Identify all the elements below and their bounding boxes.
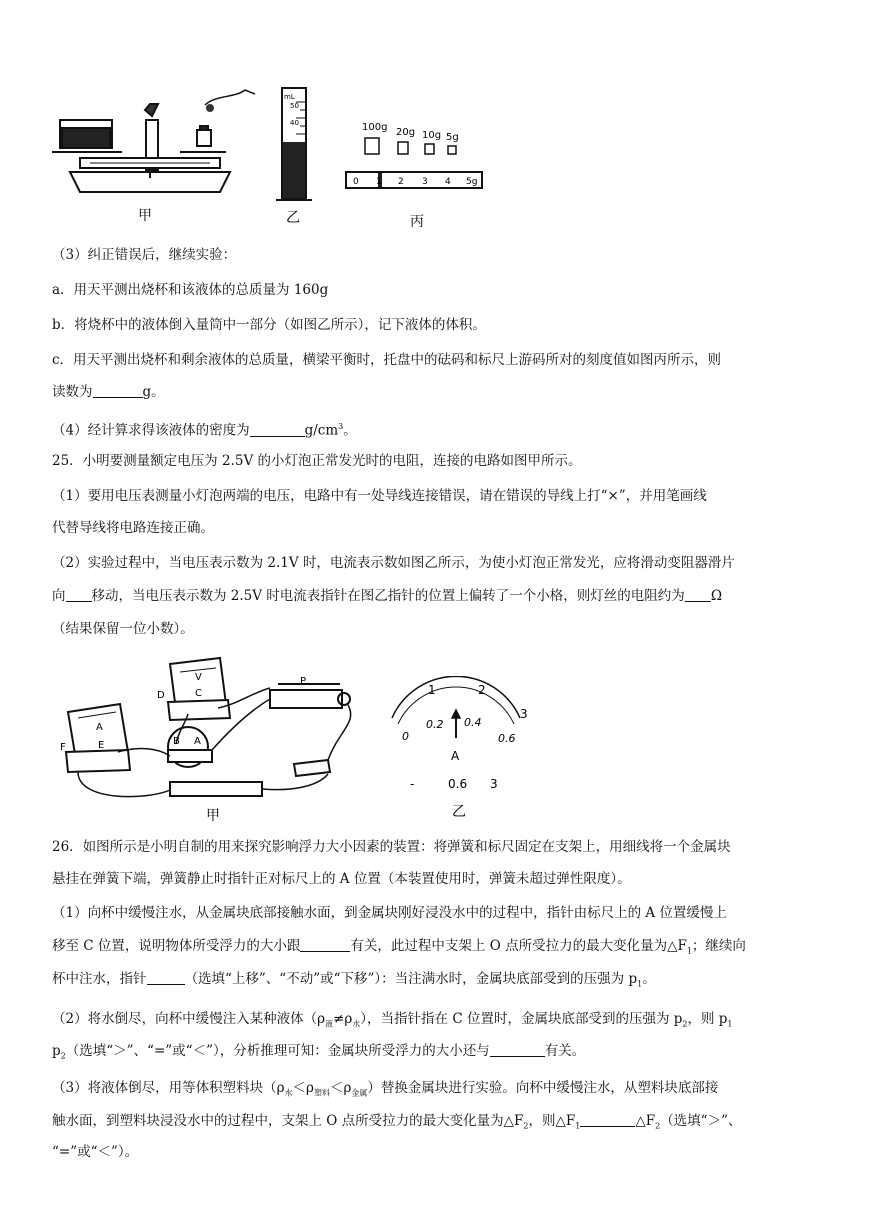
label-C: C — [195, 688, 202, 699]
q26-p2a-pre: （2）将水倒尽，向杯中缓慢注入某种液体（ρ — [52, 1011, 326, 1027]
q24-p4-sup: 3 — [338, 422, 344, 431]
q26-part1-line1: （1）向杯中缓慢注水，从金属块底部接触水面，到金属块刚好浸没水中的过程中，指针由标尺上的 A 位置缓慢上 — [52, 905, 727, 921]
answer-blank-factor2[interactable] — [490, 1042, 545, 1057]
q25-part2-line1: （2）实验过程中，当电压表示数为 2.1V 时，电流表示数如图乙所示，为使小灯泡正常发光，应将滑动变阻器滑片 — [52, 555, 735, 571]
weights-set — [365, 138, 456, 154]
q26-p3a-mid1: ＜ρ — [292, 1080, 314, 1096]
label-E: E — [98, 740, 105, 751]
label-A-bulb: A — [194, 736, 201, 747]
q24-p4-pre: （4）经计算求得该液体的密度为 — [52, 422, 250, 439]
q26-p3b-sub1: 2 — [523, 1121, 529, 1131]
q26-p3b-sub2: 1 — [575, 1121, 581, 1131]
dial-bottom-0.4: 0.4 — [464, 716, 482, 729]
q26-p1b-pre: 移至 C 位置，说明物体所受浮力的大小跟 — [52, 938, 301, 954]
q24-c-post: g。 — [142, 384, 165, 400]
answer-blank-pointer[interactable] — [147, 970, 185, 985]
rider-scale — [346, 172, 482, 188]
q26-p1c-sub: 1 — [637, 979, 643, 989]
q25-part2-line3: （结果保留一位小数）。 — [52, 621, 194, 637]
q26-p2a-sub1: 液 — [325, 1019, 334, 1029]
answer-blank-density[interactable] — [250, 422, 305, 437]
q26-p1b-post: 有关，此过程中支架上 O 点所受拉力的最大变化量为△F — [350, 938, 687, 954]
q24-step-b: b．将烧杯中的液体倒入量筒中一部分（如图乙所示），记下液体的体积。 — [52, 317, 486, 333]
q26-part1-line2 — [52, 935, 817, 963]
q26-part1-line3 — [52, 968, 817, 996]
caption-yi-top: 乙 — [286, 210, 300, 226]
q26-p1c-post: （选填“上移”、“不动”或“下移”）：当注满水时，金属块底部受到的压强为 p — [184, 971, 638, 987]
figure-balance-cylinder-weights — [50, 80, 490, 230]
q24-step-c-line2 — [52, 381, 817, 403]
q26-p3a-sub1: 水 — [284, 1088, 293, 1098]
figure-ammeter-dial — [380, 676, 540, 826]
terminal-3: 3 — [490, 777, 498, 791]
answer-blank-factor1[interactable] — [300, 937, 350, 952]
q26-p1b-sub: 1 — [686, 946, 692, 956]
q25-part1-line2: 代替导线将电路连接正确。 — [52, 520, 214, 536]
caption-bing-top: 丙 — [410, 214, 424, 230]
balance-illustration — [52, 90, 255, 192]
label-F: F — [60, 742, 66, 753]
q24-step-a: a．用天平测出烧杯和该液体的总质量为 160g — [52, 282, 329, 298]
q26-p2b-sub: 2 — [60, 1051, 66, 1061]
label-B: B — [173, 736, 180, 747]
answer-blank-direction[interactable] — [66, 587, 92, 602]
q26-p1c-end: 。 — [642, 971, 656, 987]
scale-1: 1 — [376, 177, 382, 187]
q25-p2b-post: Ω — [710, 588, 723, 604]
dial-bottom-0.6: 0.6 — [498, 732, 516, 745]
label-A-meter: A — [96, 722, 103, 733]
q26-p1b-end: ；继续向 — [691, 938, 746, 954]
dial-top-3: 3 — [520, 707, 528, 721]
q26-p2b-mid: （选填“＞”、“=”或“＜”），分析推理可知：金属块所受浮力的大小还与 — [65, 1043, 490, 1059]
scale-5g: 5g — [466, 177, 478, 187]
dial-top-2: 2 — [478, 683, 486, 697]
label-D: D — [157, 690, 165, 701]
q25-p2b-mid: 移动，当电压表示数为 2.5V 时电流表指针在图乙指针的位置上偏转了一个小格，则灯丝的电阻约为 — [91, 588, 685, 604]
q26-part3-line1 — [52, 1077, 817, 1105]
q24-part3: （3）纠正错误后，继续实验： — [52, 247, 237, 263]
dial-top-1: 1 — [428, 683, 436, 697]
cylinder-mark-40: 40 — [290, 119, 299, 127]
scale-2: 2 — [398, 177, 404, 187]
caption-jia-top: 甲 — [138, 208, 152, 224]
q26-stem-line2: 悬挂在弹簧下端，弹簧静止时指针正对标尺上的 A 位置（本装置使用时，弹簧未超过弹性限度）。 — [52, 871, 631, 887]
q26-p2a-end: ，则 p — [687, 1011, 728, 1027]
q26-p1c-pre: 杯中注水，指针 — [52, 971, 147, 987]
answer-blank-compare[interactable] — [580, 1112, 635, 1127]
q24-p4-unit: g/cm — [304, 422, 339, 439]
q26-p2a-post: ），当指针指在 C 位置时，金属块底部受到的压强为 p — [360, 1011, 683, 1027]
q26-p2a-sub3: 2 — [682, 1019, 688, 1029]
q26-p3b-post: （选填“＞”、 — [660, 1113, 742, 1129]
figure-circuit — [58, 652, 378, 822]
caption-yi-mid: 乙 — [452, 804, 466, 820]
answer-blank-reading[interactable] — [93, 383, 143, 398]
q25-part2-line2 — [52, 585, 817, 607]
q25-p2b-pre: 向 — [52, 588, 66, 604]
cylinder-unit: mL — [284, 93, 295, 101]
q26-p2a-mid: ≠ρ — [333, 1011, 353, 1027]
terminal-minus: - — [410, 777, 415, 791]
q26-p2a-sub4: 1 — [727, 1019, 733, 1029]
dial-bottom-0: 0 — [402, 730, 409, 743]
dial-bottom-0.2: 0.2 — [426, 718, 444, 731]
q24-part4 — [52, 416, 817, 442]
cylinder-mark-50: 50 — [290, 102, 299, 110]
scale-4: 4 — [445, 177, 451, 187]
q26-p2a-sub2: 水 — [352, 1019, 361, 1029]
q26-part2-line2 — [52, 1040, 817, 1068]
q26-p3a-pre: （3）将液体倒尽，用等体积塑料块（ρ — [52, 1080, 285, 1096]
q26-p2b-post: 有关。 — [544, 1043, 586, 1059]
q26-p2b-pre: p — [52, 1043, 61, 1059]
q26-p3a-sub3: 金属 — [351, 1088, 368, 1098]
q26-p3b-pre: 触水面，到塑料块浸没水中的过程中，支架上 O 点所受拉力的最大变化量为△F — [52, 1113, 524, 1129]
q24-step-c-line1: c．用天平测出烧杯和剩余液体的总质量，横梁平衡时，托盘中的砝码和标尺上游码所对的刻度值如图丙所示，则 — [52, 352, 722, 368]
q26-p3a-sub2: 塑料 — [313, 1088, 330, 1098]
q26-part2-line1 — [52, 1008, 817, 1036]
dial-unit: A — [451, 749, 460, 763]
q26-part3-line3: “=”或“＜”）。 — [52, 1144, 139, 1160]
weight-label-20g: 20g — [396, 127, 416, 138]
caption-jia-mid: 甲 — [206, 808, 220, 822]
q25-stem: 25．小明要测量额定电压为 2.5V 的小灯泡正常发光时的电阻，连接的电路如图甲所示。 — [52, 453, 582, 469]
weight-label-5g: 5g — [446, 132, 459, 143]
label-P: P — [300, 676, 307, 687]
q26-p3a-mid2: ＜ρ — [329, 1080, 352, 1096]
q24-p4-end: 。 — [343, 422, 357, 439]
q26-p3b-mid: ，则△F — [528, 1113, 576, 1129]
weight-label-100g: 100g — [362, 122, 388, 133]
answer-blank-resistance[interactable] — [685, 587, 711, 602]
label-V: V — [195, 672, 202, 683]
scale-3: 3 — [422, 177, 428, 187]
q26-part3-line2 — [52, 1110, 817, 1138]
q26-stem-line1: 26．如图所示是小明自制的用来探究影响浮力大小因素的装置：将弹簧和标尺固定在支架上，用细线将一个金属块 — [52, 839, 731, 855]
q25-part1-line1: （1）要用电压表测量小灯泡两端的电压，电路中有一处导线连接错误，请在错误的导线上打“×”，并用笔画线 — [52, 488, 707, 504]
q26-p3a-post: ）替换金属块进行实验。向杯中缓慢注水，从塑料块底部接 — [367, 1080, 719, 1096]
q24-c-pre: 读数为 — [52, 384, 93, 400]
q26-p3b-sub3: 2 — [655, 1121, 661, 1131]
weight-label-10g: 10g — [422, 130, 442, 141]
scale-0: 0 — [353, 177, 359, 187]
terminal-0.6: 0.6 — [448, 777, 468, 791]
q26-p3b-mid2: △F — [635, 1113, 656, 1129]
